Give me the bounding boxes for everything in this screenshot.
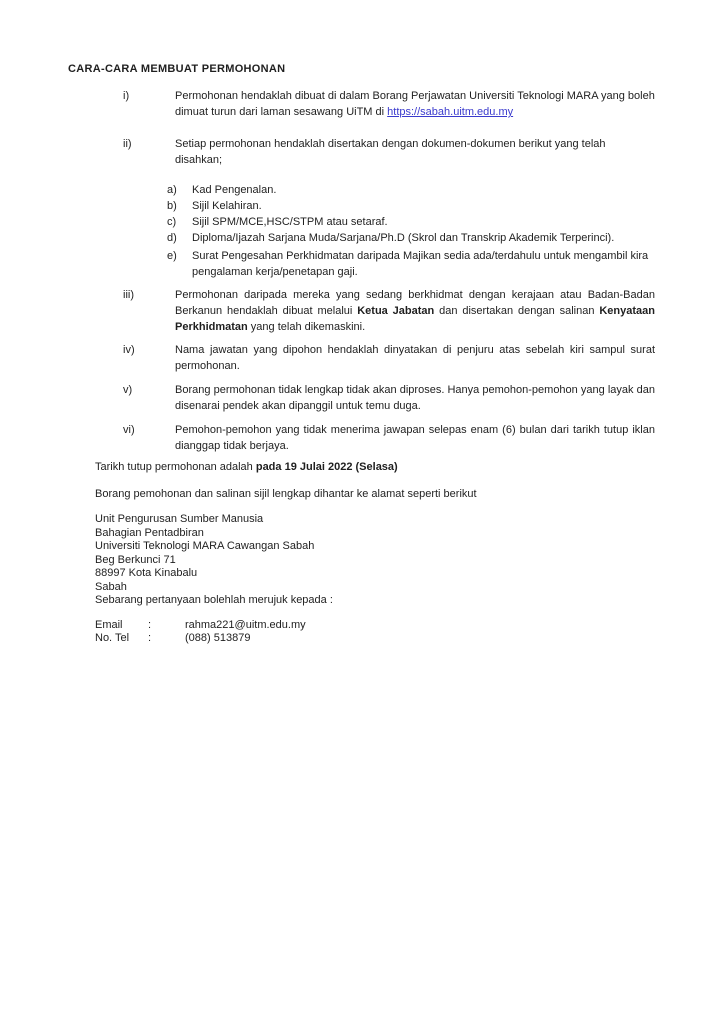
contact-label: Email (95, 618, 123, 631)
item-text-run: Permohonan daripada mereka yang sedang berkhidmat dengan kerajaan atau Badan-Badan Berkanun hendaklah dibuat melalui (175, 289, 655, 317)
contact-email-value: rahma221@uitm.edu.my (185, 618, 306, 631)
contact-phone-row (95, 632, 655, 646)
item-number: iv) (123, 344, 135, 356)
address-block (95, 513, 655, 608)
item-text (175, 88, 655, 120)
item-text-run: yang telah dikemaskini. (247, 321, 366, 333)
address-line-universiti: Universiti Teknologi MARA Cawangan Sabah (95, 540, 315, 552)
sub-item-letter: c) (167, 216, 177, 228)
item-number: vi) (123, 424, 135, 436)
sub-item-letter: d) (167, 232, 177, 244)
sub-item-text: Sijil Kelahiran. (192, 200, 262, 212)
sub-item-text: Diploma/Ijazah Sarjana Muda/Sarjana/Ph.D (Skrol dan Transkrip Akademik Terperinci). (192, 232, 615, 244)
instruction-item-iii (68, 287, 655, 335)
address-line-state: Sabah (95, 580, 127, 593)
closing-date-line (95, 460, 655, 474)
item-number: iii) (123, 289, 134, 301)
address-line-unit: Unit Pengurusan Sumber Manusia (95, 513, 264, 525)
item-text (175, 287, 655, 335)
send-instruction-line: Borang pemohonan dan salinan sijil lengkap dihantar ke alamat seperti berikut (95, 488, 477, 500)
contact-label: No. Tel (95, 632, 130, 644)
sub-item-letter: b) (167, 200, 177, 212)
item-text-run: Permohonan hendaklah dibuat di dalam Borang Perjawatan Universiti Teknologi MARA yang boleh dimuat turun dari laman sesawang UiTM di (175, 90, 655, 118)
sub-item-letter: e) (167, 250, 177, 262)
enquiry-line: Sebarang pertanyaan bolehlah merujuk kepada : (95, 594, 333, 606)
contact-phone-value: (088) 513879 (185, 632, 251, 644)
bold-ketua-jabatan: Ketua Jabatan (357, 305, 435, 317)
contact-separator: : (148, 632, 152, 644)
item-number: i) (123, 90, 130, 102)
item-text: Pemohon-pemohon yang tidak menerima jawapan selepas enam (6) bulan dari tarikh tutup iklan dianggap tidak berjaya. (175, 424, 655, 452)
instruction-item-iv (68, 342, 655, 374)
sub-item-text: Kad Pengenalan. (192, 184, 277, 196)
bold-kenyataan-perkhidmatan: Kenyataan Perkhidmatan (175, 305, 655, 333)
contact-separator: : (148, 618, 152, 631)
address-line-bahagian: Bahagian Pentadbiran (95, 526, 204, 539)
item-text-run: dan disertakan dengan salinan (434, 305, 600, 317)
item-text: Nama jawatan yang dipohon hendaklah dinyatakan di penjuru atas sebelah kiri sampul surat permohonan. (175, 344, 655, 372)
instruction-item-vi (68, 422, 655, 454)
sub-item-a (167, 182, 655, 198)
page-title: CARA-CARA MEMBUAT PERMOHONAN (68, 63, 286, 75)
item-text: Setiap permohonan hendaklah disertakan dengan dokumen-dokumen berikut yang telah disahkan; (175, 138, 606, 166)
document-content (68, 63, 655, 646)
closing-date-bold: pada 19 Julai 2022 (Selasa) (255, 461, 398, 473)
item-number: v) (123, 384, 133, 396)
sub-item-b (167, 198, 655, 214)
document-sublist (167, 182, 655, 280)
closing-date-text: Tarikh tutup permohonan adalah (95, 461, 256, 473)
instruction-item-ii (68, 136, 655, 168)
instruction-item-v (68, 382, 655, 414)
contact-email-row (95, 619, 655, 633)
sub-item-c (167, 214, 655, 230)
item-text: Borang permohonan tidak lengkap tidak akan diproses. Hanya pemohon-pemohon yang layak dan disenarai pendek akan dipanggil untuk temu duga. (175, 384, 655, 412)
sub-item-text: Sijil SPM/MCE,HSC/STPM atau setaraf. (192, 216, 388, 228)
instruction-item-i (68, 88, 655, 120)
sub-item-e (167, 248, 655, 280)
sub-item-letter: a) (167, 184, 177, 196)
sub-item-d (167, 230, 655, 246)
item-number: ii) (123, 138, 132, 150)
address-line-postcode-city: 88997 Kota Kinabalu (95, 567, 198, 579)
sub-item-text: Surat Pengesahan Perkhidmatan daripada Majikan sedia ada/terdahulu untuk mengambil kira pengalaman kerja/penetapan gaji. (192, 250, 649, 278)
address-line-beg-berkunci: Beg Berkunci 71 (95, 553, 176, 566)
sabah-uitm-link[interactable]: https://sabah.uitm.edu.my (387, 106, 514, 118)
